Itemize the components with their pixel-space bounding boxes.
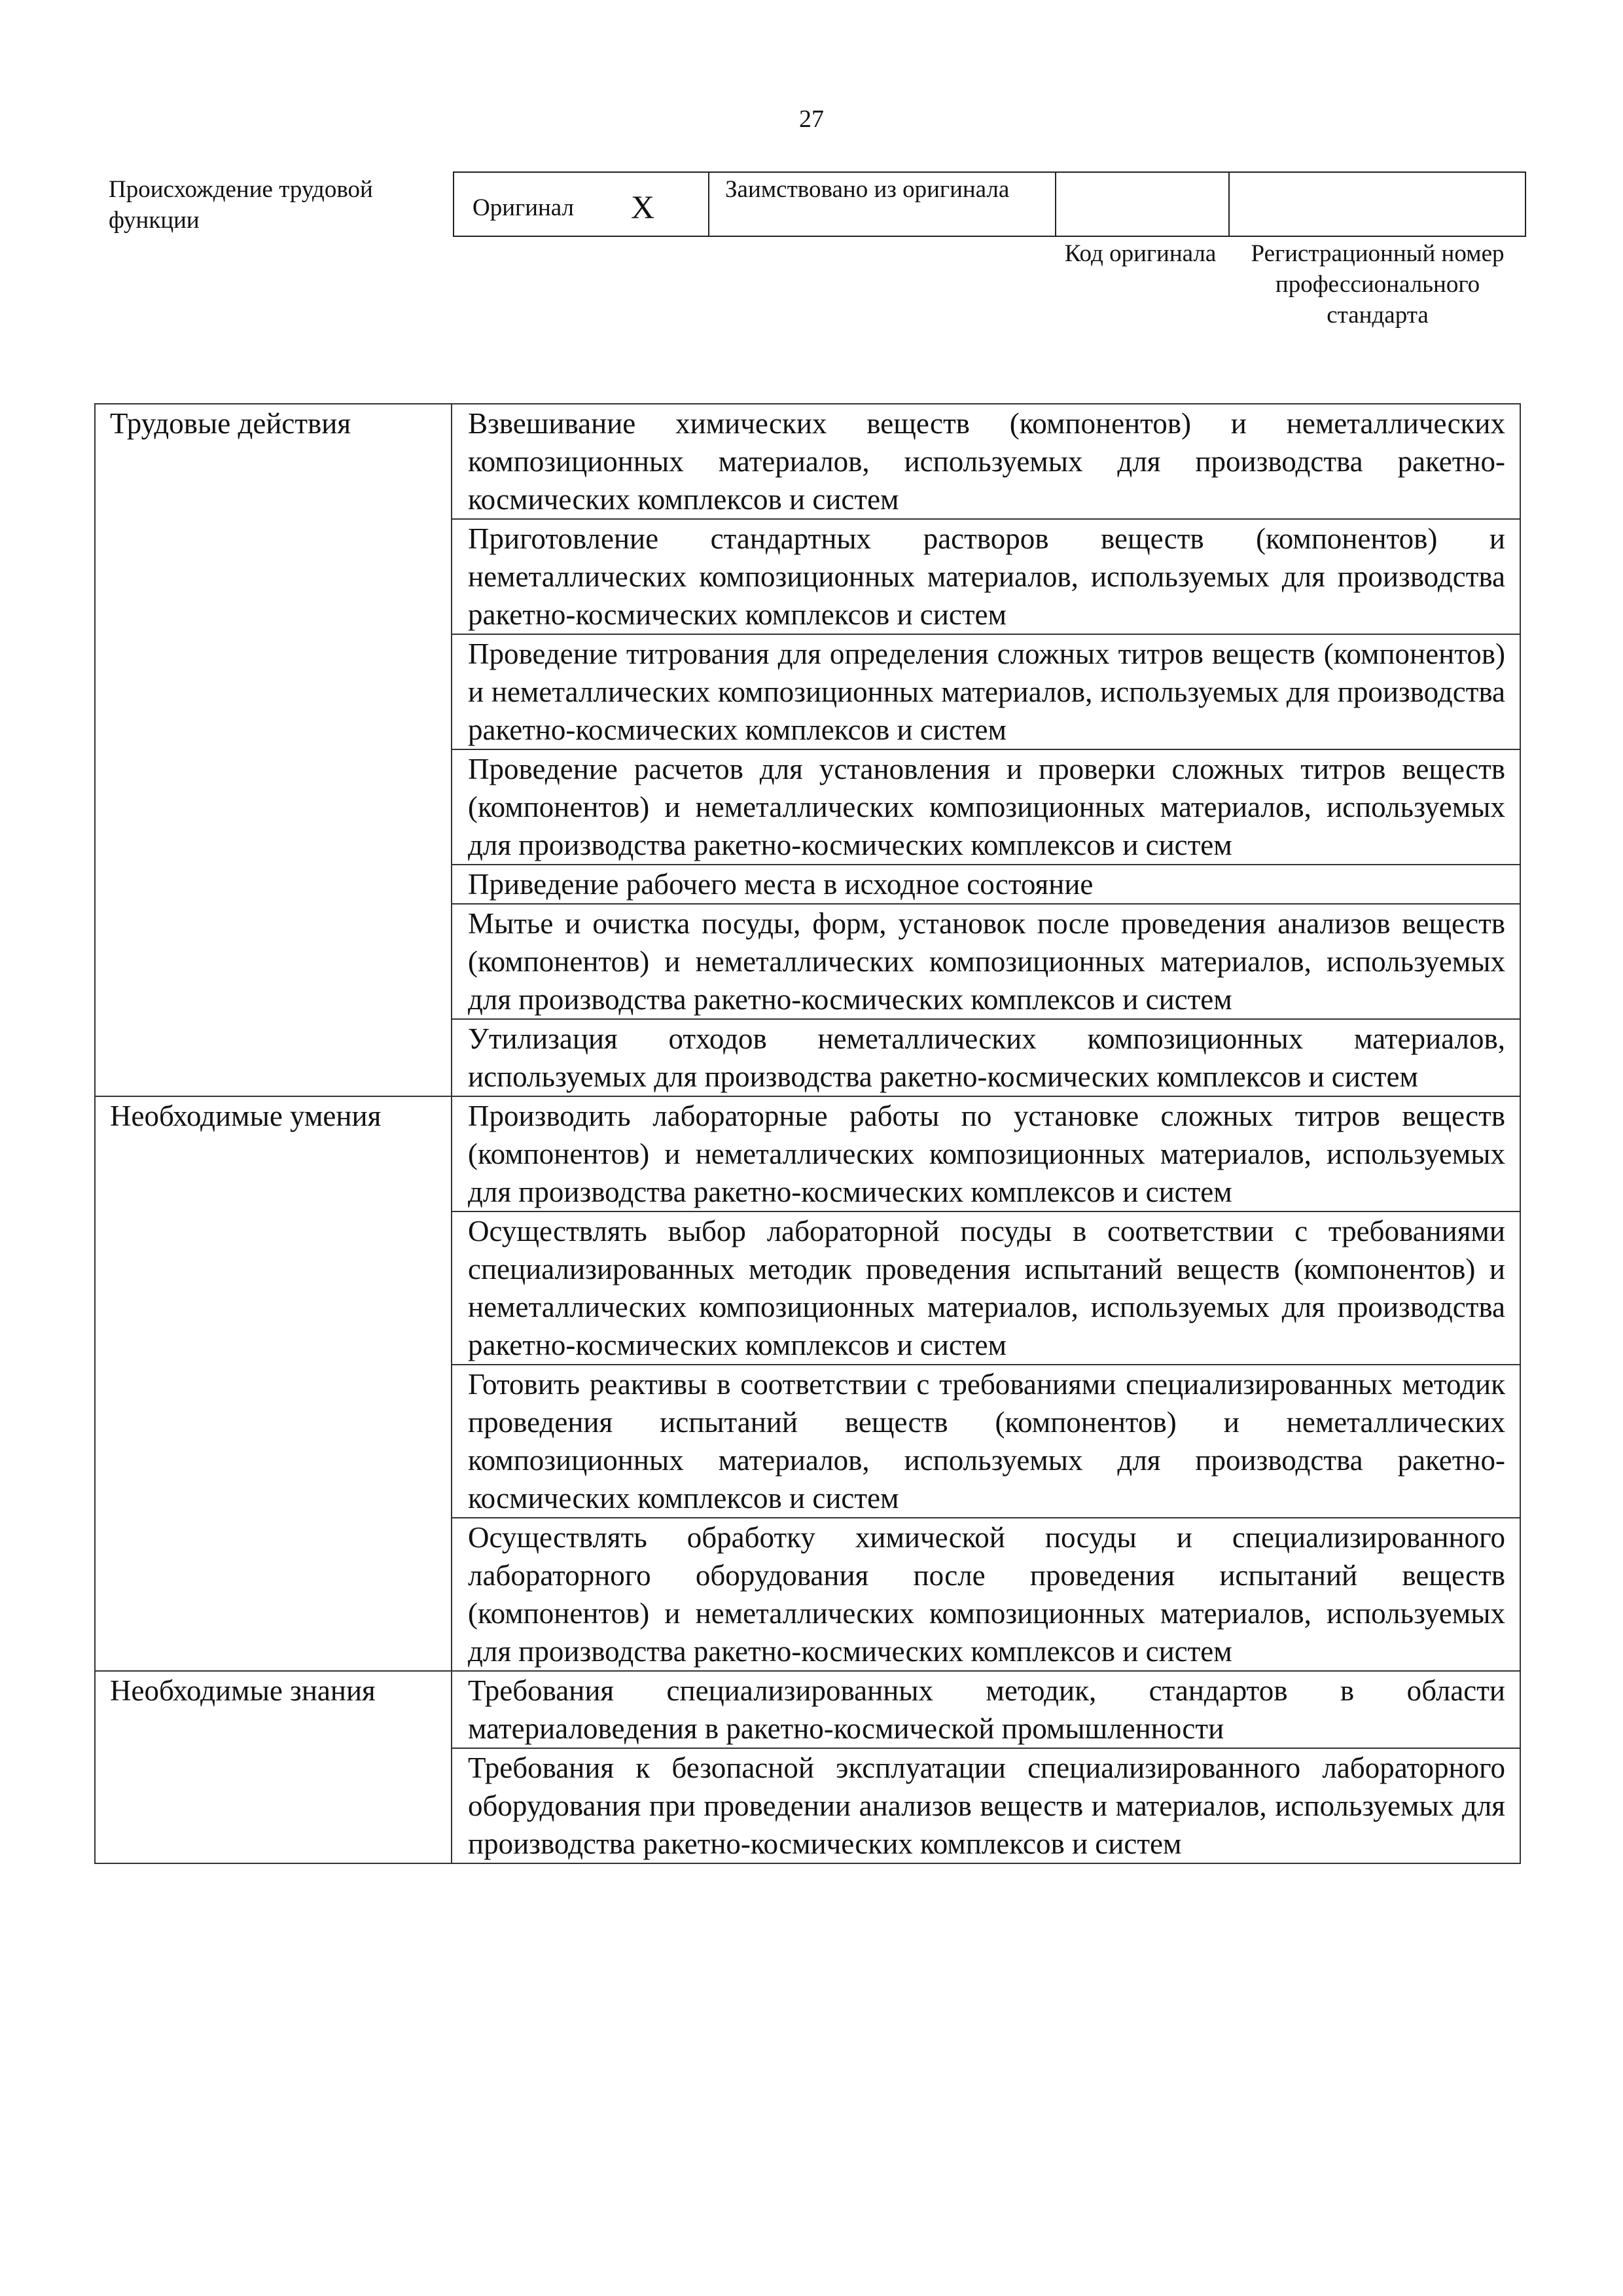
- origin-label: Происхождение трудовой функции: [109, 176, 373, 234]
- table-cell: Готовить реактивы в соответствии с требованиями специализированных методик проведения испытаний веществ (компонентов) и неметаллических композиционных материалов, используемых для производства ракетно-космических комплексов и систем: [452, 1365, 1520, 1518]
- table-cell: Взвешивание химических веществ (компонентов) и неметаллических композиционных материалов, используемых для производства ракетно-космических комплексов и систем: [452, 404, 1520, 519]
- table-cell: Проведение титрования для определения сложных титров веществ (компонентов) и неметаллических композиционных материалов, используемых для производства ракетно-космических комплексов и систем: [452, 634, 1520, 749]
- section-title: Необходимые умения: [95, 1096, 452, 1671]
- table-cell: Мытье и очистка посуды, форм, установок после проведения анализов веществ (компонентов) и неметаллических композиционных материалов, используемых для производства ракетно-космических комплексов и систем: [452, 904, 1520, 1019]
- table-cell: Производить лабораторные работы по установке сложных титров веществ (компонентов) и неметаллических композиционных материалов, используемых для производства ракетно-космических комплексов и систем: [452, 1096, 1520, 1211]
- original-cell: [454, 173, 709, 236]
- table-row: [95, 1671, 1520, 1748]
- table-cell: Осуществлять обработку химической посуды и специализированного лабораторного оборудования после проведения испытаний веществ (компонентов) и неметаллических композиционных материалов, используемых для производства ракетно-космических комплексов и систем: [452, 1518, 1520, 1671]
- origin-table: [453, 171, 1526, 237]
- table-cell: Требования к безопасной эксплуатации специализированного лабораторного оборудования при проведении анализов веществ и материалов, используемых для производства ракетно-космических комплексов и систем: [452, 1748, 1520, 1863]
- original-code-cell: [1056, 173, 1230, 236]
- borrowed-cell: Заимствовано из оригинала: [709, 173, 1056, 236]
- table-row: [95, 404, 1520, 519]
- registration-caption: Регистрационный номер профессионального стандарта: [1251, 240, 1505, 329]
- original-label: Оригинал: [473, 194, 575, 221]
- table-cell: Проведение расчетов для установления и проверки сложных титров веществ (компонентов) и неметаллических композиционных материалов, используемых для производства ракетно-космических комплексов и систем: [452, 749, 1520, 865]
- table-row: [95, 1096, 1520, 1211]
- table-cell: Осуществлять выбор лабораторной посуды в соответствии с требованиями специализированных методик проведения испытаний веществ (компонентов) и неметаллических композиционных материалов, используемых для производства ракетно-космических комплексов и систем: [452, 1211, 1520, 1365]
- code-caption: Код оригинала: [1064, 240, 1217, 267]
- section-title: Необходимые знания: [95, 1671, 452, 1863]
- page-number: 27: [799, 105, 824, 133]
- table-cell: Приготовление стандартных растворов веществ (компонентов) и неметаллических композиционных материалов, используемых для производства ракетно-космических комплексов и систем: [452, 519, 1520, 634]
- labor-function-table: [94, 403, 1521, 1864]
- table-cell: Утилизация отходов неметаллических композиционных материалов, используемых для производства ракетно-космических комплексов и систем: [452, 1019, 1520, 1096]
- registration-number-cell: [1230, 173, 1525, 236]
- table-cell: Требования специализированных методик, стандартов в области материаловедения в ракетно-космической промышленности: [452, 1671, 1520, 1748]
- section-title: Трудовые действия: [95, 404, 452, 1096]
- table-cell: Приведение рабочего места в исходное состояние: [452, 865, 1520, 904]
- original-mark: X: [631, 188, 655, 225]
